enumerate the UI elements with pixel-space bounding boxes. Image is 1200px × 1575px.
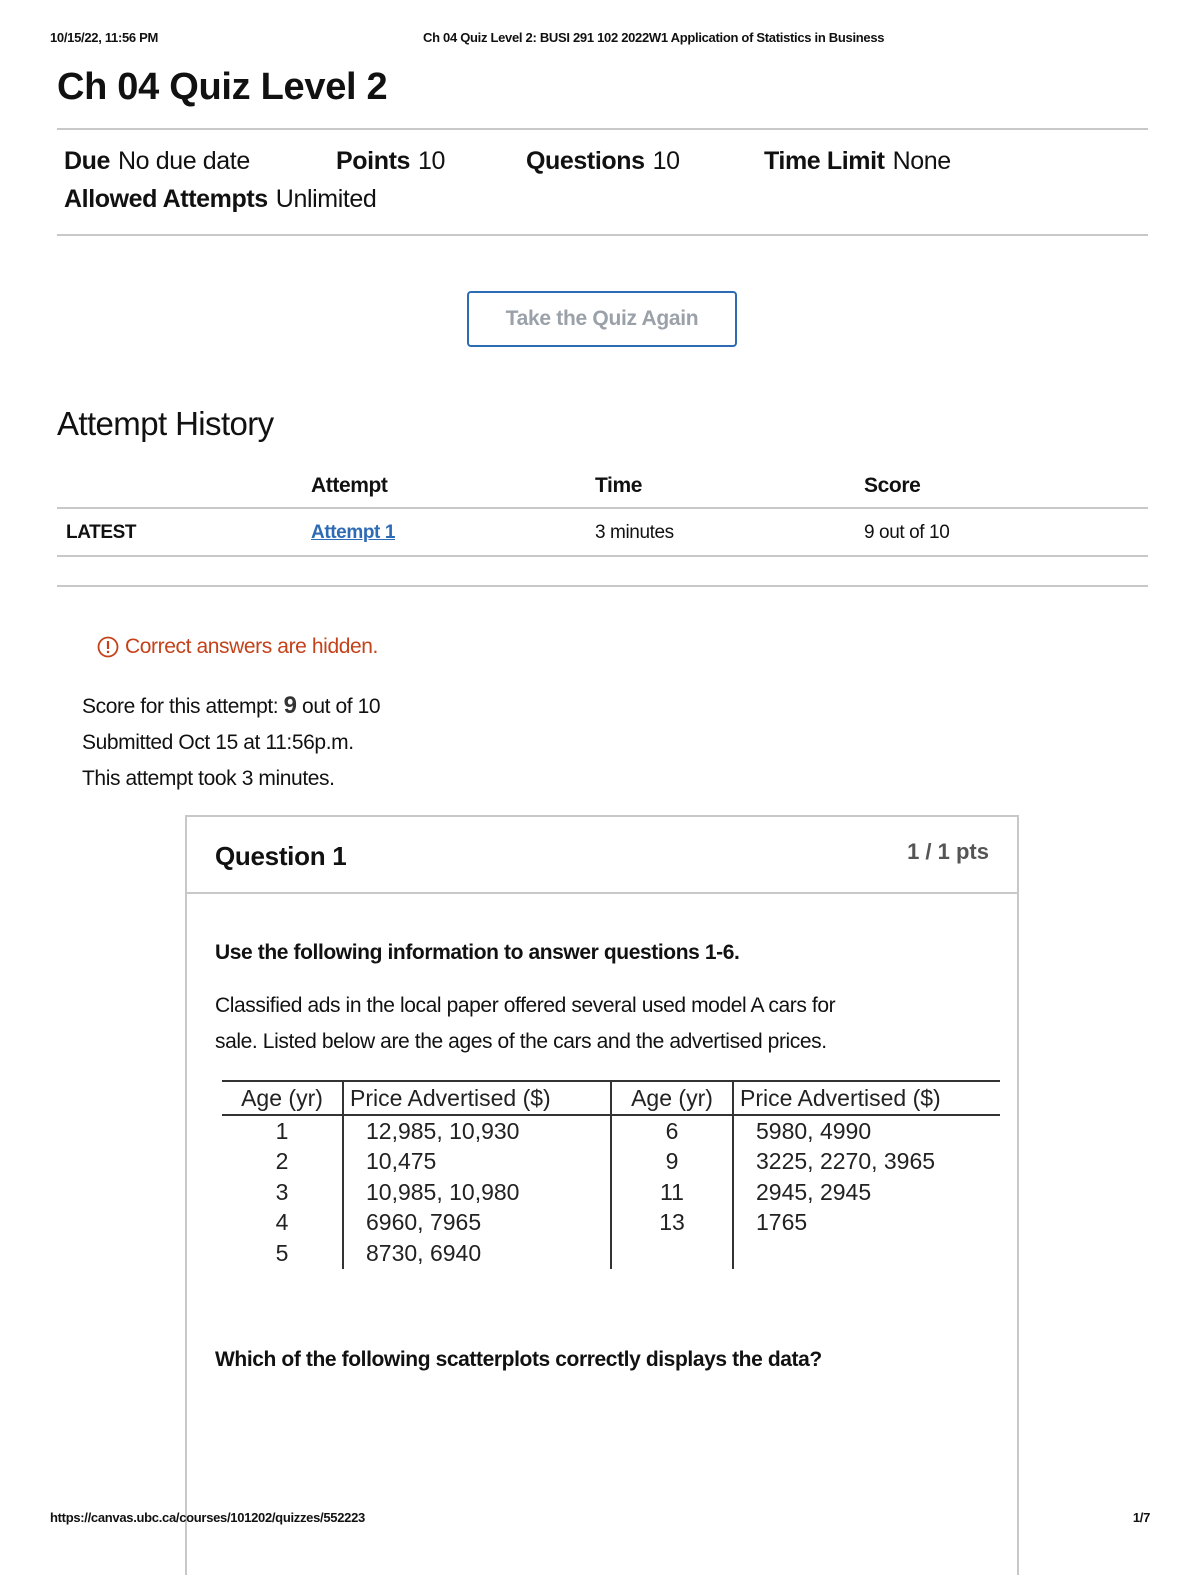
- price-cell: 10,475: [343, 1147, 611, 1178]
- divider: [57, 128, 1148, 130]
- warning-icon: [97, 636, 119, 658]
- attempt-time: 3 minutes: [595, 522, 674, 543]
- print-doc-title: Ch 04 Quiz Level 2: BUSI 291 102 2022W1 Application of Statistics in Business: [423, 30, 885, 45]
- question-text-line-2: sale. Listed below are the ages of the cars and the advertised prices.: [215, 1030, 827, 1053]
- score-line: [82, 692, 380, 720]
- attempts-value: Unlimited: [275, 185, 377, 213]
- column-header-age: Age (yr): [611, 1081, 733, 1115]
- column-header-price: Price Advertised ($): [343, 1081, 611, 1115]
- table-header-row: [222, 1081, 1000, 1115]
- table-row-divider: [57, 555, 1148, 557]
- print-header: [50, 30, 1150, 50]
- divider: [57, 234, 1148, 236]
- question-title: Question 1: [215, 841, 347, 871]
- price-cell: 3225, 2270, 3965: [733, 1147, 1000, 1178]
- page-number: 1/7: [1132, 1510, 1150, 1525]
- take-quiz-again-button[interactable]: Take the Quiz Again: [467, 291, 737, 347]
- price-cell: [733, 1238, 1000, 1269]
- price-cell: 10,985, 10,980: [343, 1177, 611, 1208]
- questions-value: 10: [652, 147, 680, 175]
- points-value: 10: [418, 147, 446, 175]
- price-cell: 5980, 4990: [733, 1115, 1000, 1147]
- score-suffix: out of 10: [302, 695, 381, 718]
- divider: [57, 585, 1148, 587]
- submitted-line: Submitted Oct 15 at 11:56p.m.: [82, 731, 354, 754]
- column-header-age: Age (yr): [222, 1081, 343, 1115]
- price-cell: 8730, 6940: [343, 1238, 611, 1269]
- due-value: No due date: [118, 147, 250, 175]
- question-text-line-1: Classified ads in the local paper offered several used model A cars for: [215, 994, 836, 1017]
- attempt-history-heading: Attempt History: [57, 405, 274, 442]
- table-row: [222, 1147, 1000, 1178]
- age-cell: 9: [611, 1147, 733, 1178]
- column-header-attempt: Attempt: [311, 474, 388, 497]
- age-cell: 5: [275, 1239, 289, 1266]
- attempts-detail: [64, 185, 376, 214]
- time-limit-value: None: [892, 147, 951, 175]
- age-cell: 6: [611, 1115, 733, 1147]
- print-date: 10/15/22, 11:56 PM: [50, 30, 159, 45]
- age-cell: [611, 1238, 733, 1269]
- question-instruction: Use the following information to answer questions 1-6.: [215, 941, 740, 964]
- age-cell: 3: [275, 1178, 289, 1205]
- age-cell: 2: [275, 1148, 289, 1175]
- questions-detail: [526, 147, 680, 176]
- duration-line: This attempt took 3 minutes.: [82, 767, 335, 790]
- latest-tag: LATEST: [66, 522, 137, 543]
- question-header: [187, 817, 1017, 894]
- correct-answers-hidden-notice: [97, 635, 378, 659]
- table-row: [222, 1177, 1000, 1208]
- age-cell: 1: [275, 1117, 289, 1144]
- questions-label: Questions: [526, 147, 645, 175]
- points-detail: [336, 147, 445, 176]
- attempt-score: 9 out of 10: [864, 522, 950, 543]
- attempts-label: Allowed Attempts: [64, 185, 268, 213]
- price-cell: 2945, 2945: [733, 1177, 1000, 1208]
- question-prompt: Which of the following scatterplots correctly displays the data?: [215, 1348, 822, 1371]
- age-cell: 11: [611, 1177, 733, 1208]
- table-row: [222, 1208, 1000, 1239]
- score-prefix: Score for this attempt:: [82, 695, 279, 718]
- column-header-score: Score: [864, 474, 921, 497]
- table-row: [222, 1115, 1000, 1147]
- car-price-table: [222, 1080, 1000, 1269]
- attempt-1-link[interactable]: Attempt 1: [311, 522, 396, 543]
- page-title: Ch 04 Quiz Level 2: [57, 66, 388, 108]
- column-header-time: Time: [595, 474, 643, 497]
- due-detail: [64, 147, 250, 176]
- table-header-divider: [57, 507, 1148, 509]
- age-cell: 4: [275, 1209, 289, 1236]
- print-footer: [50, 1510, 1150, 1525]
- due-label: Due: [64, 147, 111, 175]
- age-cell: 13: [611, 1208, 733, 1239]
- notice-text: Correct answers are hidden.: [125, 635, 378, 658]
- table-row: [222, 1238, 1000, 1269]
- points-label: Points: [336, 147, 410, 175]
- time-limit-detail: [764, 147, 951, 176]
- time-limit-label: Time Limit: [764, 147, 885, 175]
- score-value: 9: [283, 692, 297, 719]
- price-cell: 6960, 7965: [343, 1208, 611, 1239]
- price-cell: 1765: [733, 1208, 1000, 1239]
- price-cell: 12,985, 10,930: [343, 1115, 611, 1147]
- page-url: https://canvas.ubc.ca/courses/101202/quizzes/552223: [50, 1510, 365, 1525]
- column-header-price: Price Advertised ($): [733, 1081, 1000, 1115]
- question-points: 1 / 1 pts: [907, 839, 989, 864]
